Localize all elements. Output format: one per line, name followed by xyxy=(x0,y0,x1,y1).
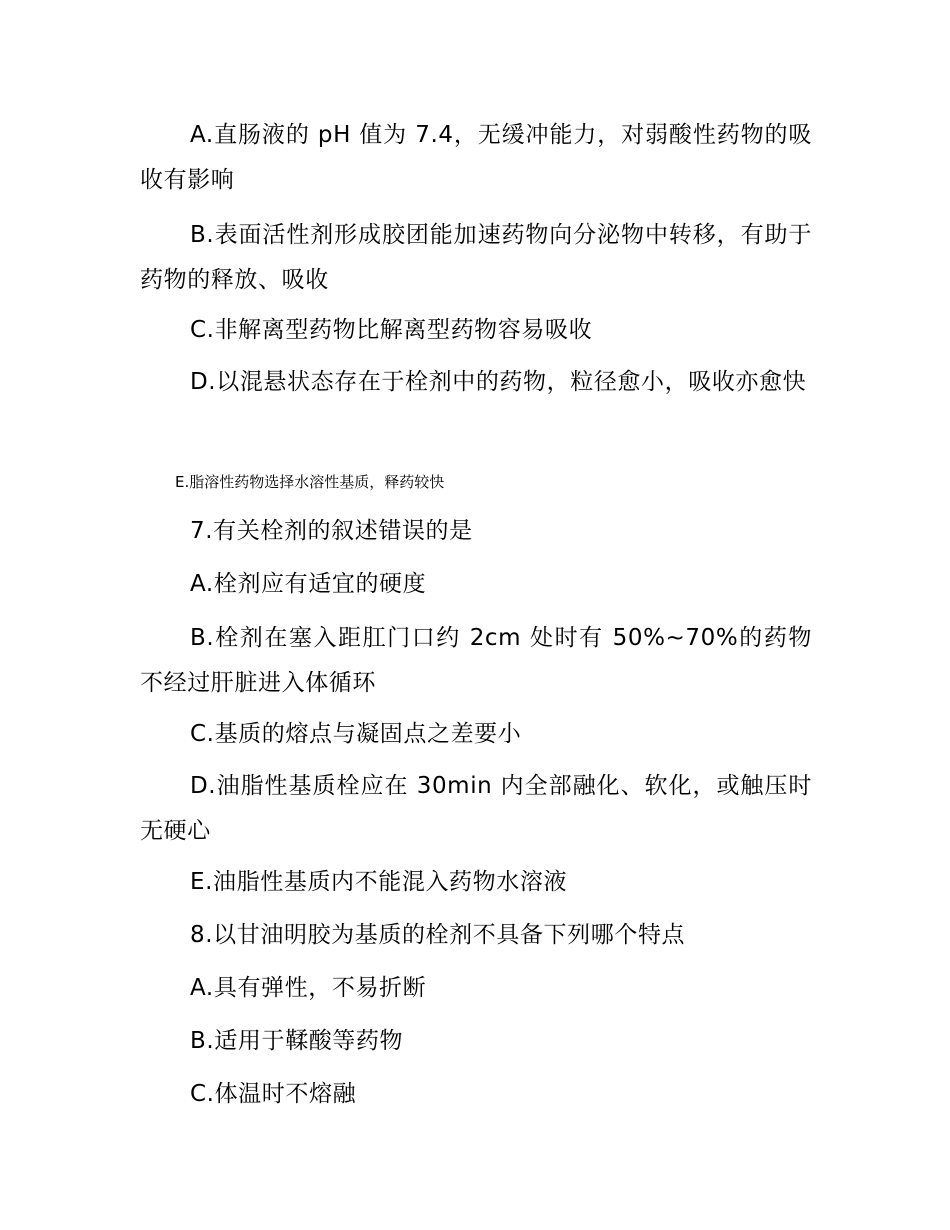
q7-option-e: E.油脂性基质内不能混入药物水溶液 xyxy=(190,869,568,895)
q6-option-d: D.以混悬状态存在于栓剂中的药物，粒径愈小，吸收亦愈快 xyxy=(190,369,807,395)
q7-option-c: C.基质的熔点与凝固点之差要小 xyxy=(190,721,522,747)
q7-option-a: A.栓剂应有适宜的硬度 xyxy=(190,571,427,597)
q7-option-d: D.油脂性基质栓应在 30min 内全部融化、软化，或触压时无硬心 xyxy=(140,773,812,844)
q6-option-b: B.表面活性剂形成胶团能加速药物向分泌物中转移，有助于药物的释放、吸收 xyxy=(140,222,812,293)
q6-option-c: C.非解离型药物比解离型药物容易吸收 xyxy=(190,317,593,343)
q8-option-b: B.适用于鞣酸等药物 xyxy=(190,1028,404,1054)
q7-option-b: B.栓剂在塞入距肛门口约 2cm 处时有 50%~70%的药物不经过肝脏进入体循环 xyxy=(140,625,812,696)
question-7: 7.有关栓剂的叙述错误的是 xyxy=(190,518,473,544)
q6-option-e: E.脂溶性药物选择水溶性基质，释药较快 xyxy=(175,473,445,491)
q8-option-c: C.体温时不熔融 xyxy=(190,1081,357,1107)
q8-option-a: A.具有弹性，不易折断 xyxy=(190,975,427,1001)
q6-option-a: A.直肠液的 pH 值为 7.4，无缓冲能力，对弱酸性药物的吸收有影响 xyxy=(140,122,812,193)
question-8: 8.以甘油明胶为基质的栓剂不具备下列哪个特点 xyxy=(190,922,686,948)
